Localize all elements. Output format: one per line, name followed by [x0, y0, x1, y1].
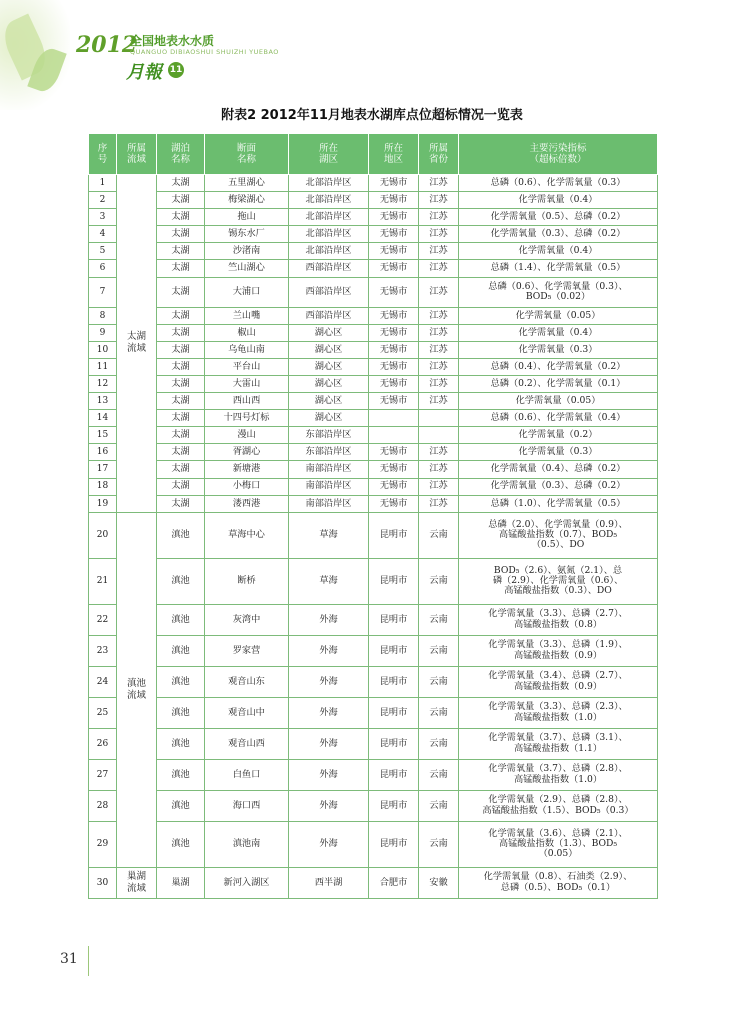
table-row	[89, 375, 658, 392]
cell-section: 椒山	[205, 324, 289, 341]
cell-section: 五里湖心	[205, 175, 289, 192]
cell-lakezone: 西半湖	[289, 867, 369, 898]
cell-province: 江苏	[419, 444, 459, 461]
cell-section: 大雷山	[205, 375, 289, 392]
cell-section: 大浦口	[205, 277, 289, 307]
cell-region: 昆明市	[369, 728, 419, 759]
cell-lake: 滇池	[157, 558, 205, 604]
cell-province: 云南	[419, 697, 459, 728]
cell-region: 无锡市	[369, 358, 419, 375]
cell-region: 无锡市	[369, 243, 419, 260]
cell-num: 23	[89, 635, 117, 666]
cell-region: 无锡市	[369, 324, 419, 341]
cell-lakezone: 北部沿岸区	[289, 192, 369, 209]
cell-lakezone: 湖心区	[289, 393, 369, 410]
cell-region: 无锡市	[369, 226, 419, 243]
cell-province: 云南	[419, 728, 459, 759]
cell-lakezone: 北部沿岸区	[289, 243, 369, 260]
table-row	[89, 427, 658, 444]
cell-section: 草海中心	[205, 512, 289, 558]
cell-pollutants: 总磷（1.4）、化学需氧量（0.5）	[459, 260, 658, 277]
cell-pollutants: 总磷（0.6）、化学需氧量（0.3）	[459, 175, 658, 192]
header-monthly: 月報	[126, 62, 162, 83]
cell-lake: 太湖	[157, 375, 205, 392]
table-row	[89, 461, 658, 478]
cell-lake: 太湖	[157, 243, 205, 260]
cell-pollutants: 化学需氧量（3.7）、总磷（2.8）、 高锰酸盐指数（1.0）	[459, 759, 658, 790]
header-pinyin: QUANGUO DIBIAOSHUI SHUIZHI YUEBAO	[130, 48, 279, 56]
cell-num: 9	[89, 324, 117, 341]
cell-region: 昆明市	[369, 512, 419, 558]
cell-lake: 太湖	[157, 358, 205, 375]
table-title: 附表2 2012年11月地表水湖库点位超标情况一览表	[221, 108, 523, 123]
cell-lakezone: 南部沿岸区	[289, 461, 369, 478]
cell-province: 江苏	[419, 324, 459, 341]
cell-num: 4	[89, 226, 117, 243]
cell-lakezone: 南部沿岸区	[289, 478, 369, 495]
cell-lake: 太湖	[157, 495, 205, 512]
cell-region: 无锡市	[369, 461, 419, 478]
table-row	[89, 444, 658, 461]
cell-region: 无锡市	[369, 341, 419, 358]
table-row	[89, 478, 658, 495]
cell-num: 29	[89, 821, 117, 867]
table-row	[89, 307, 658, 324]
col-header-pollutants: 主要污染指标 （超标倍数）	[459, 134, 658, 175]
cell-province	[419, 427, 459, 444]
cell-lakezone: 湖心区	[289, 410, 369, 427]
cell-num: 22	[89, 604, 117, 635]
cell-num: 27	[89, 759, 117, 790]
cell-pollutants: 化学需氧量（0.4）	[459, 243, 658, 260]
cell-pollutants: 总磷（1.0）、化学需氧量（0.5）	[459, 495, 658, 512]
cell-section: 溇西港	[205, 495, 289, 512]
cell-province: 云南	[419, 666, 459, 697]
cell-pollutants: 化学需氧量（3.7）、总磷（3.1）、 高锰酸盐指数（1.1）	[459, 728, 658, 759]
cell-region: 昆明市	[369, 604, 419, 635]
table-header-row	[89, 134, 658, 175]
cell-num: 17	[89, 461, 117, 478]
cell-lakezone: 外海	[289, 790, 369, 821]
cell-province: 江苏	[419, 495, 459, 512]
cell-region: 昆明市	[369, 821, 419, 867]
cell-num: 7	[89, 277, 117, 307]
corner-decoration	[0, 0, 70, 110]
cell-region	[369, 427, 419, 444]
cell-lakezone: 西部沿岸区	[289, 260, 369, 277]
table-row	[89, 226, 658, 243]
cell-lake: 太湖	[157, 175, 205, 192]
col-header-lakezone: 所在 湖区	[289, 134, 369, 175]
cell-pollutants: 化学需氧量（0.3）	[459, 341, 658, 358]
cell-pollutants: 化学需氧量（0.5）、总磷（0.2）	[459, 209, 658, 226]
cell-lake: 太湖	[157, 444, 205, 461]
table-row	[89, 512, 658, 558]
cell-province: 江苏	[419, 341, 459, 358]
cell-region: 昆明市	[369, 790, 419, 821]
col-header-region: 所在 地区	[369, 134, 419, 175]
cell-region: 无锡市	[369, 277, 419, 307]
cell-lakezone: 西部沿岸区	[289, 307, 369, 324]
cell-section: 乌龟山南	[205, 341, 289, 358]
issue-badge: 11	[168, 62, 184, 78]
cell-pollutants: 化学需氧量（0.2）	[459, 427, 658, 444]
cell-section: 小梅口	[205, 478, 289, 495]
cell-num: 1	[89, 175, 117, 192]
cell-num: 25	[89, 697, 117, 728]
table-row	[89, 277, 658, 307]
cell-section: 梅梁湖心	[205, 192, 289, 209]
cell-lake: 太湖	[157, 192, 205, 209]
cell-pollutants: 化学需氧量（3.4）、总磷（2.7）、 高锰酸盐指数（0.9）	[459, 666, 658, 697]
cell-province: 云南	[419, 558, 459, 604]
cell-pollutants: 化学需氧量（0.4）	[459, 324, 658, 341]
cell-region: 无锡市	[369, 444, 419, 461]
cell-lakezone: 草海	[289, 512, 369, 558]
col-header-num: 序 号	[89, 134, 117, 175]
cell-num: 24	[89, 666, 117, 697]
cell-section: 胥湖心	[205, 444, 289, 461]
cell-lakezone: 外海	[289, 728, 369, 759]
cell-province: 江苏	[419, 478, 459, 495]
report-header	[76, 26, 436, 88]
cell-section: 观音山中	[205, 697, 289, 728]
cell-num: 14	[89, 410, 117, 427]
cell-pollutants: BOD₅（2.6）、氨氮（2.1）、总 磷（2.9）、化学需氧量（0.6）、 高锰酸盐指数（0.3）、DO	[459, 558, 658, 604]
cell-section: 锡东水厂	[205, 226, 289, 243]
cell-region: 无锡市	[369, 192, 419, 209]
cell-section: 新河入湖区	[205, 867, 289, 898]
cell-province: 江苏	[419, 243, 459, 260]
cell-province: 江苏	[419, 192, 459, 209]
cell-num: 15	[89, 427, 117, 444]
cell-province	[419, 410, 459, 427]
cell-lakezone: 外海	[289, 666, 369, 697]
cell-region: 无锡市	[369, 260, 419, 277]
cell-pollutants: 化学需氧量（0.3）	[459, 444, 658, 461]
cell-lake: 滇池	[157, 790, 205, 821]
cell-num: 12	[89, 375, 117, 392]
cell-lakezone: 北部沿岸区	[289, 175, 369, 192]
cell-pollutants: 总磷（0.2）、化学需氧量（0.1）	[459, 375, 658, 392]
cell-lake: 滇池	[157, 604, 205, 635]
cell-section: 滇池南	[205, 821, 289, 867]
cell-lakezone: 东部沿岸区	[289, 444, 369, 461]
cell-region: 昆明市	[369, 666, 419, 697]
table-row	[89, 410, 658, 427]
cell-lake: 滇池	[157, 666, 205, 697]
cell-num: 20	[89, 512, 117, 558]
cell-pollutants: 化学需氧量（0.05）	[459, 307, 658, 324]
cell-province: 江苏	[419, 175, 459, 192]
cell-lake: 太湖	[157, 410, 205, 427]
cell-lakezone: 西部沿岸区	[289, 277, 369, 307]
cell-num: 5	[89, 243, 117, 260]
cell-lake: 滇池	[157, 728, 205, 759]
page-number: 31	[60, 951, 78, 967]
cell-province: 云南	[419, 790, 459, 821]
cell-pollutants: 化学需氧量（0.3）、总磷（0.2）	[459, 478, 658, 495]
cell-province: 云南	[419, 512, 459, 558]
cell-region: 无锡市	[369, 478, 419, 495]
cell-lake: 滇池	[157, 821, 205, 867]
cell-basin: 太湖 流域	[117, 175, 157, 513]
cell-region: 昆明市	[369, 558, 419, 604]
cell-lake: 太湖	[157, 427, 205, 444]
cell-region: 昆明市	[369, 759, 419, 790]
cell-section: 拖山	[205, 209, 289, 226]
cell-section: 十四号灯标	[205, 410, 289, 427]
cell-lakezone: 外海	[289, 604, 369, 635]
cell-lakezone: 外海	[289, 759, 369, 790]
table-row	[89, 697, 658, 728]
cell-section: 海口西	[205, 790, 289, 821]
cell-num: 30	[89, 867, 117, 898]
table-row	[89, 604, 658, 635]
col-header-lake: 湖泊 名称	[157, 134, 205, 175]
cell-section: 白鱼口	[205, 759, 289, 790]
cell-pollutants: 化学需氧量（0.8）、石油类（2.9）、 总磷（0.5）、BOD₅（0.1）	[459, 867, 658, 898]
cell-num: 21	[89, 558, 117, 604]
cell-lakezone: 外海	[289, 821, 369, 867]
table-row	[89, 666, 658, 697]
table-row	[89, 759, 658, 790]
cell-num: 28	[89, 790, 117, 821]
cell-lake: 太湖	[157, 226, 205, 243]
table-row	[89, 821, 658, 867]
cell-section: 沙渚南	[205, 243, 289, 260]
table-row	[89, 393, 658, 410]
cell-region: 昆明市	[369, 635, 419, 666]
cell-lake: 滇池	[157, 512, 205, 558]
cell-province: 安徽	[419, 867, 459, 898]
cell-pollutants: 总磷（0.4）、化学需氧量（0.2）	[459, 358, 658, 375]
cell-province: 江苏	[419, 226, 459, 243]
table-body	[89, 175, 658, 899]
cell-section: 漫山	[205, 427, 289, 444]
table-row	[89, 175, 658, 192]
cell-pollutants: 化学需氧量（0.05）	[459, 393, 658, 410]
cell-lake: 滇池	[157, 635, 205, 666]
cell-region: 无锡市	[369, 209, 419, 226]
table-row	[89, 324, 658, 341]
cell-lakezone: 湖心区	[289, 324, 369, 341]
exceedance-table	[88, 133, 658, 899]
cell-num: 6	[89, 260, 117, 277]
cell-pollutants: 总磷（0.6）、化学需氧量（0.4）	[459, 410, 658, 427]
table-row	[89, 495, 658, 512]
table-row	[89, 558, 658, 604]
cell-lake: 巢湖	[157, 867, 205, 898]
cell-pollutants: 总磷（2.0）、化学需氧量（0.9）、 高锰酸盐指数（0.7）、BOD₅ （0.5）、DO	[459, 512, 658, 558]
cell-province: 云南	[419, 604, 459, 635]
cell-province: 云南	[419, 635, 459, 666]
cell-lakezone: 外海	[289, 635, 369, 666]
table-row	[89, 192, 658, 209]
cell-region: 昆明市	[369, 697, 419, 728]
cell-region: 无锡市	[369, 175, 419, 192]
cell-num: 3	[89, 209, 117, 226]
cell-province: 云南	[419, 821, 459, 867]
cell-basin: 巢湖 流域	[117, 867, 157, 898]
cell-num: 13	[89, 393, 117, 410]
cell-pollutants: 化学需氧量（3.3）、总磷（2.3）、 高锰酸盐指数（1.0）	[459, 697, 658, 728]
cell-region: 无锡市	[369, 495, 419, 512]
cell-region: 无锡市	[369, 393, 419, 410]
cell-num: 18	[89, 478, 117, 495]
table-row	[89, 790, 658, 821]
cell-lakezone: 湖心区	[289, 358, 369, 375]
cell-pollutants: 化学需氧量（0.4）	[459, 192, 658, 209]
cell-num: 8	[89, 307, 117, 324]
cell-section: 西山西	[205, 393, 289, 410]
col-header-section: 断面 名称	[205, 134, 289, 175]
header-year: 2012	[76, 32, 138, 58]
table-row	[89, 358, 658, 375]
cell-num: 19	[89, 495, 117, 512]
cell-province: 江苏	[419, 209, 459, 226]
table-row	[89, 867, 658, 898]
cell-basin: 滇池 流域	[117, 512, 157, 867]
table-row	[89, 635, 658, 666]
cell-section: 新塘港	[205, 461, 289, 478]
cell-pollutants: 化学需氧量（0.3）、总磷（0.2）	[459, 226, 658, 243]
cell-lake: 太湖	[157, 260, 205, 277]
cell-region	[369, 410, 419, 427]
col-header-basin: 所属 流域	[117, 134, 157, 175]
cell-lake: 滇池	[157, 697, 205, 728]
cell-province: 江苏	[419, 260, 459, 277]
cell-pollutants: 化学需氧量（3.6）、总磷（2.1）、 高锰酸盐指数（1.3）、BOD₅ （0.05）	[459, 821, 658, 867]
cell-section: 兰山嘴	[205, 307, 289, 324]
cell-province: 江苏	[419, 375, 459, 392]
cell-lake: 太湖	[157, 307, 205, 324]
cell-lakezone: 草海	[289, 558, 369, 604]
cell-section: 观音山西	[205, 728, 289, 759]
cell-province: 江苏	[419, 277, 459, 307]
cell-section: 观音山东	[205, 666, 289, 697]
table-row	[89, 260, 658, 277]
cell-section: 罗家营	[205, 635, 289, 666]
cell-pollutants: 总磷（0.6）、化学需氧量（0.3）、 BOD₅（0.02）	[459, 277, 658, 307]
cell-region: 无锡市	[369, 307, 419, 324]
cell-province: 云南	[419, 759, 459, 790]
cell-lake: 太湖	[157, 324, 205, 341]
cell-province: 江苏	[419, 307, 459, 324]
cell-lakezone: 外海	[289, 697, 369, 728]
cell-num: 10	[89, 341, 117, 358]
header-title: 全国地表水水质	[130, 34, 215, 48]
cell-lakezone: 北部沿岸区	[289, 226, 369, 243]
cell-pollutants: 化学需氧量（2.9）、总磷（2.8）、 高锰酸盐指数（1.5）、BOD₅（0.3）	[459, 790, 658, 821]
cell-section: 竺山湖心	[205, 260, 289, 277]
cell-lake: 太湖	[157, 478, 205, 495]
table-row	[89, 728, 658, 759]
cell-lake: 太湖	[157, 393, 205, 410]
cell-region: 合肥市	[369, 867, 419, 898]
cell-lakezone: 湖心区	[289, 341, 369, 358]
cell-pollutants: 化学需氧量（0.4）、总磷（0.2）	[459, 461, 658, 478]
table-row	[89, 209, 658, 226]
cell-lake: 滇池	[157, 759, 205, 790]
cell-section: 断桥	[205, 558, 289, 604]
cell-section: 灰湾中	[205, 604, 289, 635]
cell-num: 2	[89, 192, 117, 209]
cell-province: 江苏	[419, 461, 459, 478]
cell-section: 平台山	[205, 358, 289, 375]
cell-province: 江苏	[419, 358, 459, 375]
cell-pollutants: 化学需氧量（3.3）、总磷（2.7）、 高锰酸盐指数（0.8）	[459, 604, 658, 635]
cell-lakezone: 湖心区	[289, 375, 369, 392]
cell-num: 16	[89, 444, 117, 461]
table-row	[89, 243, 658, 260]
cell-lake: 太湖	[157, 341, 205, 358]
cell-province: 江苏	[419, 393, 459, 410]
cell-lake: 太湖	[157, 277, 205, 307]
cell-pollutants: 化学需氧量（3.3）、总磷（1.9）、 高锰酸盐指数（0.9）	[459, 635, 658, 666]
cell-num: 11	[89, 358, 117, 375]
cell-region: 无锡市	[369, 375, 419, 392]
col-header-province: 所属 省份	[419, 134, 459, 175]
cell-num: 26	[89, 728, 117, 759]
cell-lakezone: 东部沿岸区	[289, 427, 369, 444]
cell-lakezone: 北部沿岸区	[289, 209, 369, 226]
cell-lakezone: 南部沿岸区	[289, 495, 369, 512]
cell-lake: 太湖	[157, 209, 205, 226]
cell-lake: 太湖	[157, 461, 205, 478]
table-row	[89, 341, 658, 358]
